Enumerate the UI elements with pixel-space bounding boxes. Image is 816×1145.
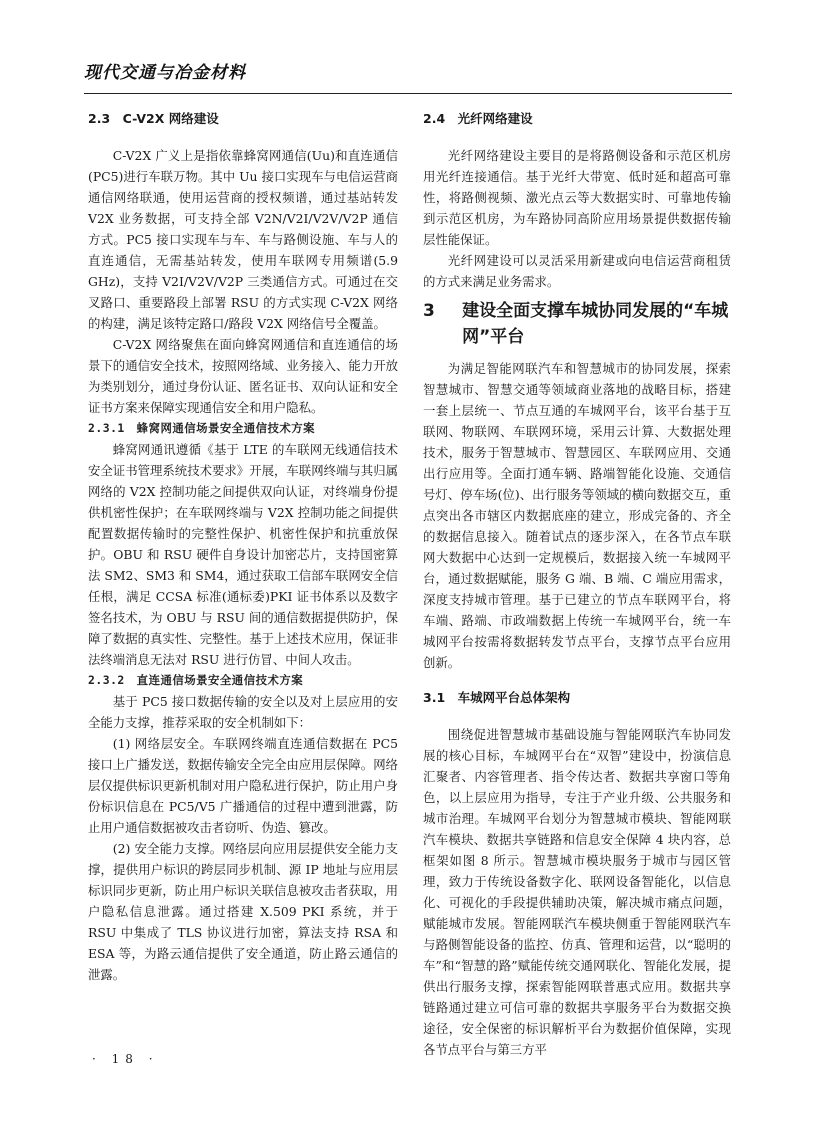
- paragraph: (2) 安全能力支撑。网络层向应用层提供安全能力支撑，提供用户标识的跨层同步机制、源 IP 地址与应用层标识同步更新，防止用户标识关联信息被攻击者获取，用户隐私信息泄露。通过搭建 X.509 PKI 系统，并于 RSU 中集成了 TLS 协议进行加密，算法支持 RSA 和 ESA 等，为路云通信提供了安全通道，防止路云通信的泄露。: [88, 841, 398, 982]
- paragraph: 蜂窝网通讯遵循《基于 LTE 的车联网无线通信技术安全证书管理系统技术要求》开展，车联网终端与其归属网络的 V2X 控制功能之间提供双向认证，对终端身份提供机密性保护；在车联网终端与 V2X 控制功能之间提供配置数据传输时的完整性保护、机密性保护和抗重放保护。OBU 和 RSU 硬件自身设计加密芯片，支持国密算法 SM2、SM3 和 SM4，通过获取工信部车联网安全信任根，满足 CCSA 标准(通标委)PKI 证书体系以及数字签名技术，为 OBU 与 RSU 间的通信数据提供防护，保障了数据的真实性、完整性。基于上述技术应用，保证非法终端消息无法对 RSU 进行仿冒、中间人攻击。: [88, 442, 398, 667]
- paragraph: 围绕促进智慧城市基础设施与智能网联汽车协同发展的核心目标，车城网平台在“双智”建设中，扮演信息汇聚者、内容管理者、指令传达者、数据共享窗口等角色，以上层应用为指导，专注于产业升级、公共服务和城市治理。车城网平台划分为智慧城市模块、智能网联汽车模块、数据共享链路和信息安全保障 4 块内容，总框架如图 8 所示。智慧城市模块服务于城市与园区管理，致力于传统设备数字化、联网设备智能化，以信息化、可视化的手段提供辅助决策，解决城市痛点问题，赋能城市发展。智能网联汽车模块侧重于智能网联汽车与路侧智能设备的监控、仿真、管理和运营，以“聪明的车”和“智慧的路”赋能传统交通网联化、智能化发展，提供出行服务支撑，探索智能网联普惠式应用。数据共享链路通过建立可信可靠的数据共享服务平台为数据交换途径，安全保密的标识解析平台为数据价值保障，实现各节点平台与第三方平: [423, 727, 731, 1057]
- section-3-number: 3: [423, 301, 435, 321]
- section-2-3-1-heading: 2.3.1 蜂窝网通信场景安全通信技术方案: [88, 421, 316, 435]
- paragraph: 光纤网建设可以灵活采用新建或向电信运营商租赁的方式来满足业务需求。: [423, 253, 731, 289]
- section-3-heading: [423, 298, 731, 350]
- paragraph: 光纤网络建设主要目的是将路侧设备和示范区机房用光纤连接通信。基于光纤大带宽、低时延和超高可靠性，将路侧视频、激光点云等大数据实时、可靠地传输到示范区机房，为车路协同高阶应用场景提供数据传输层性能保证。: [423, 148, 731, 247]
- section-2-3-2-heading: 2.3.2 直连通信场景安全通信技术方案: [88, 673, 304, 687]
- right-column: [423, 108, 731, 1060]
- paragraph: (1) 网络层安全。车联网终端直连通信数据在 PC5 接口上广播发送，数据传输安全完全由应用层保障。网络层仅提供标识更新机制对用户隐私进行保护，防止用户身份标识信息在 PC5/V5 广播通信的过程中遭到泄露，防止用户通信数据被攻击者窃听、伪造、篡改。: [88, 736, 398, 835]
- paragraph: C-V2X 广义上是指依靠蜂窝网通信(Uu)和直连通信(PC5)进行车联万物。其中 Uu 接口实现车与电信运营商通信网络联通，使用运营商的授权频谱，通过基站转发 V2X 业务数据，可支持全部 V2N/V2I/V2V/V2P 通信方式。PC5 接口实现车与车、车与路侧设施、车与人的直连通信，无需基站转发，使用车联网专用频谱(5.9 GHz)，支持 V2I/V2V/V2P 三类通信方式。可通过在交叉路口、重要路段上部署 RSU 的方式实现 C-V2X 网络的构建，满足该特定路口/路段 V2X 网络信号全覆盖。: [88, 148, 398, 331]
- page-number: · 18 ·: [92, 1052, 159, 1066]
- section-3-title: 建设全面支撑车城协同发展的“车城网”平台: [462, 301, 729, 347]
- section-2-3-heading: 2.3 C-V2X 网络建设: [88, 111, 219, 126]
- left-column: [88, 108, 398, 985]
- paragraph: 基于 PC5 接口数据传输的安全以及对上层应用的安全能力支撑，推荐采取的安全机制如下：: [88, 694, 398, 730]
- header-rule: [84, 93, 732, 94]
- paragraph: C-V2X 网络聚焦在面向蜂窝网通信和直连通信的场景下的通信安全技术，按照网络域、业务接入、能力开放为类别划分，通过身份认证、匿名证书、双向认证和安全证书方案来保障实现通信安全和用户隐私。: [88, 337, 398, 415]
- section-3-1-heading: 3.1 车城网平台总体架构: [423, 690, 571, 705]
- section-2-4-heading: 2.4 光纤网络建设: [423, 111, 533, 126]
- journal-logo: 现代交通与冶金材料: [84, 63, 246, 83]
- paragraph: 为满足智能网联汽车和智慧城市的协同发展，探索智慧城市、智慧交通等领域商业落地的战略目标，搭建一套上层统一、节点互通的车城网平台，该平台基于互联网、物联网、车联网环境，采用云计算、大数据处理技术，服务于智慧城市、智慧园区、车联网应用、交通出行应用等。全面打通车辆、路端智能化设施、交通信号灯、停车场(位)、出行服务等领域的横向数据交互，重点突出各市辖区内数据底座的建立，形成完备的、齐全的数据信息接入。随着试点的逐步深入，在各节点车联网大数据中心达到一定规模后，数据接入统一车城网平台，通过数据赋能，服务 G 端、B 端、C 端应用需求，深度支持城市管理。基于已建立的节点车联网平台，将车端、路端、市政端数据上传统一车城网平台，统一车城网平台按需将数据转发节点平台，支撑节点平台应用创新。: [423, 361, 731, 670]
